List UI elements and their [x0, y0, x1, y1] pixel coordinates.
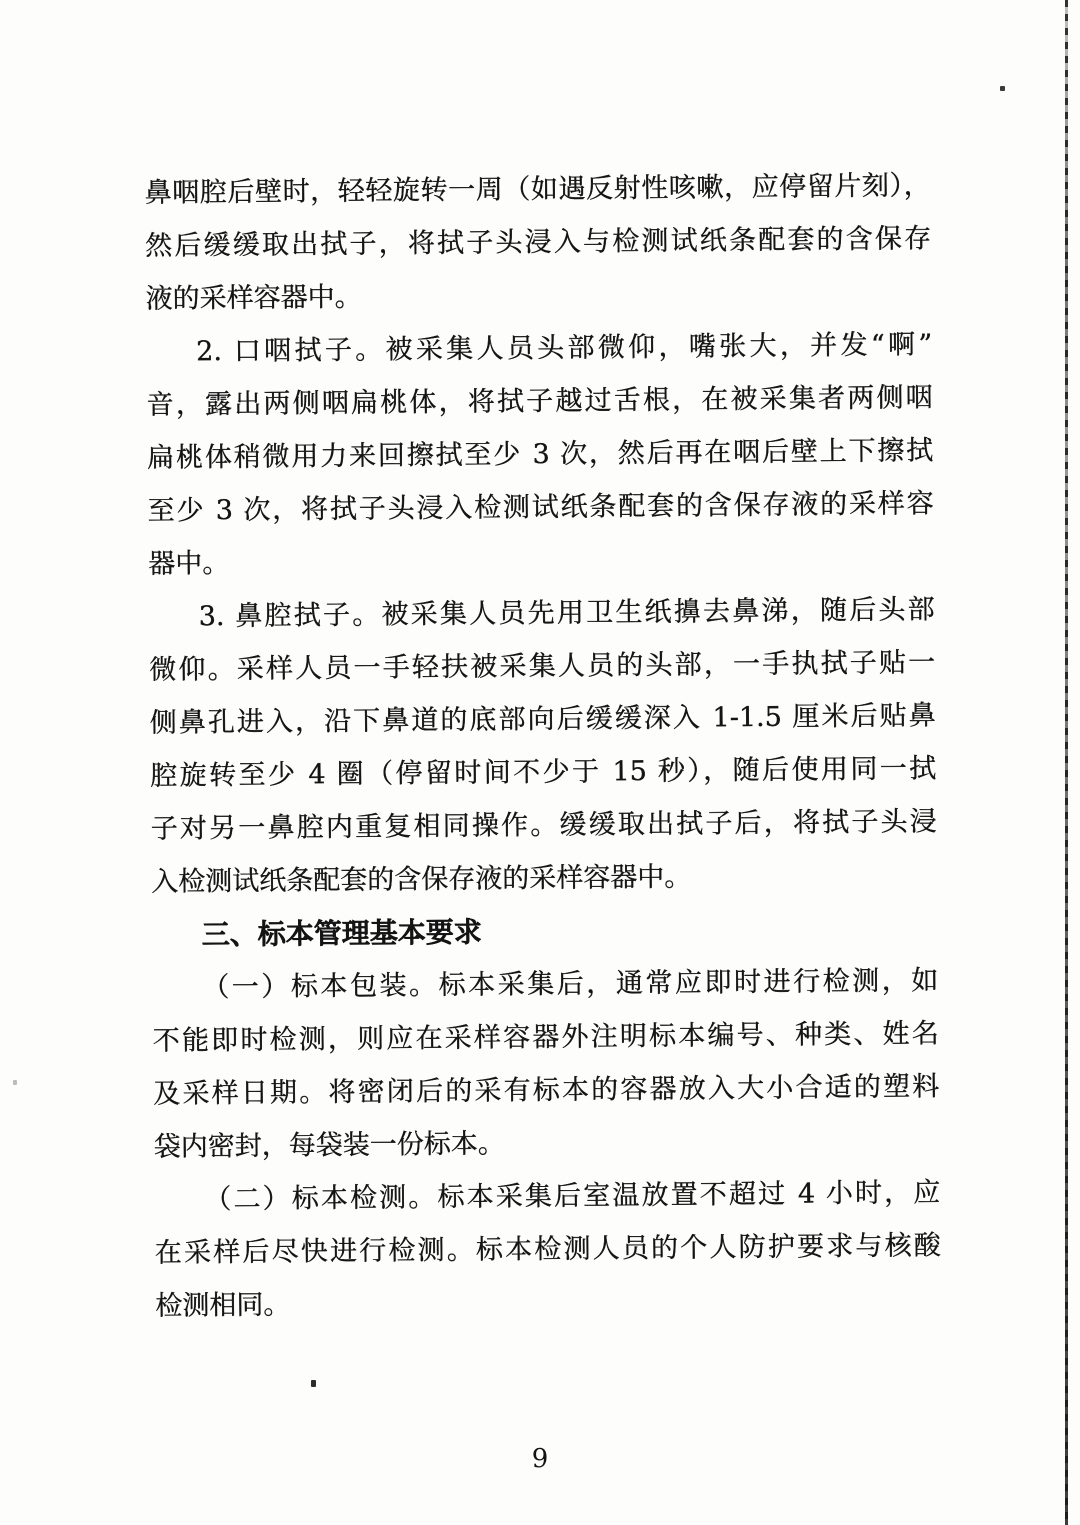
text-line: 音，露出两侧咽扁桃体，将拭子越过舌根，在被采集者两侧咽	[146, 382, 933, 421]
scan-speck	[1000, 86, 1005, 91]
text-line: （二）标本检测。标本采集后室温放置不超过 4 小时，应	[204, 1177, 941, 1216]
text-line: 袋内密封，每袋装一份标本。	[153, 1128, 505, 1163]
text-line: （一）标本包装。标本采集后，通常应即时进行检测，如	[202, 965, 939, 1004]
text-line: 然后缓缓取出拭子，将拭子头浸入与检测试纸条配套的含保存	[145, 223, 932, 262]
text-line: 在采样后尽快进行检测。标本检测人员的个人防护要求与核酸	[154, 1230, 941, 1269]
text-line: 腔旋转至少 4 圈（停留时间不少于 15 秒），随后使用同一拭	[150, 753, 937, 792]
text-line: 及采样日期。将密闭后的采有标本的容器放入大小合适的塑料	[153, 1071, 940, 1110]
text-line: 3. 鼻腔拭子。被采集人员先用卫生纸擤去鼻涕，随后头部	[198, 594, 935, 633]
text-line: 检测相同。	[155, 1289, 291, 1322]
text-line: 侧鼻孔进入，沿下鼻道的底部向后缓缓深入 1-1.5 厘米后贴鼻	[149, 700, 936, 739]
text-block	[144, 159, 941, 1332]
text-line: 子对另一鼻腔内重复相同操作。缓缓取出拭子后，将拭子头浸	[150, 806, 937, 845]
scan-edge-artifact	[1065, 0, 1068, 1525]
scan-speck	[13, 1080, 17, 1085]
page-number: 9	[531, 1444, 549, 1474]
section-heading: 三、标本管理基本要求	[201, 915, 482, 952]
text-line: 鼻咽腔后壁时，轻轻旋转一周（如遇反射性咳嗽，应停留片刻），	[144, 170, 931, 209]
text-line: 液的采样容器中。	[145, 281, 362, 315]
text-line: 2. 口咽拭子。被采集人员头部微仰，嘴张大，并发“啊”	[196, 329, 933, 368]
scan-speck	[311, 1380, 316, 1387]
text-line: 不能即时检测，则应在采样容器外注明标本编号、种类、姓名	[152, 1018, 939, 1057]
text-line: 扁桃体稍微用力来回擦拭至少 3 次，然后再在咽后壁上下擦拭	[147, 435, 934, 474]
text-line: 微仰。采样人员一手轻扶被采集人员的头部，一手执拭子贴一	[149, 647, 936, 686]
text-line: 器中。	[148, 548, 230, 580]
text-line: 至少 3 次，将拭子头浸入检测试纸条配套的含保存液的采样容	[147, 488, 934, 527]
text-line: 入检测试纸条配套的含保存液的采样容器中。	[151, 861, 692, 898]
